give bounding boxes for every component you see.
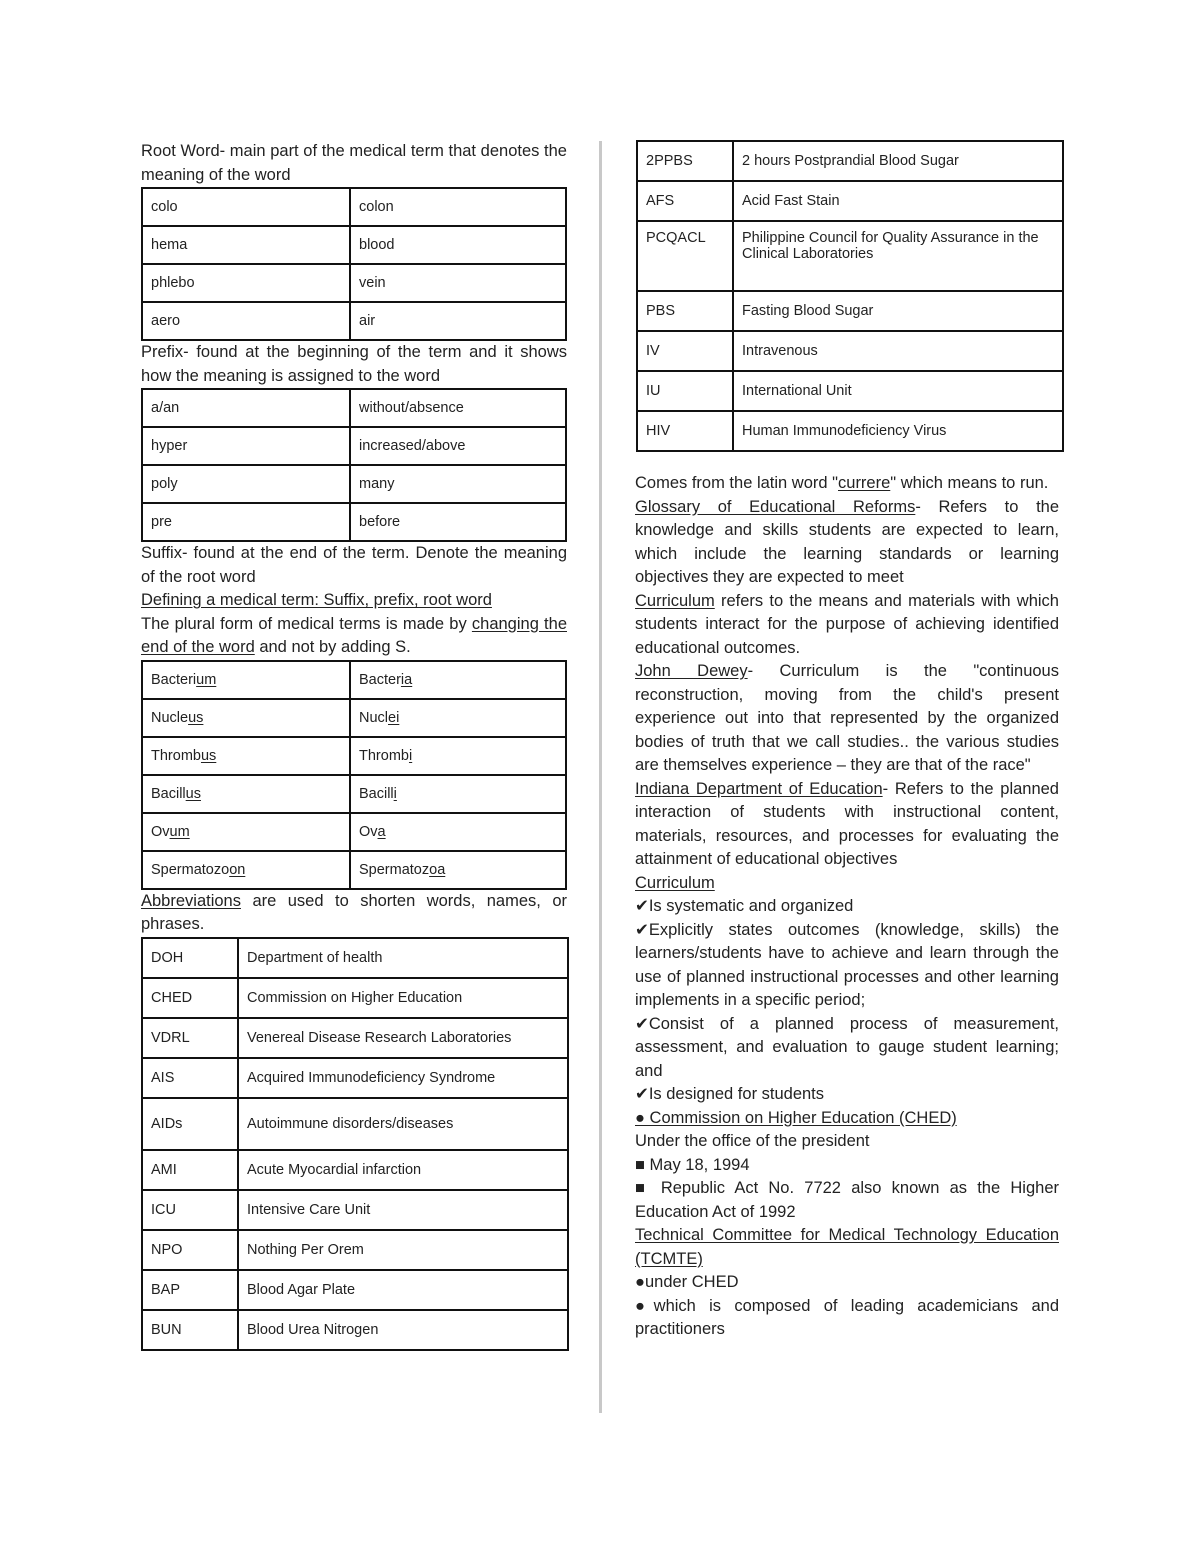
dewey-text: - Curriculum is the "continuous reconstruction, moving from the child's present experience out into that represented by the organized bodies of truth that we call studies.. the various studies are themselves experience – they are that of the race" (635, 662, 1059, 774)
singular-ending: us (185, 785, 201, 802)
root-word-row (142, 226, 566, 264)
prefix-term: pre (142, 503, 350, 541)
right-column (635, 140, 1059, 1342)
plural-ending: ia (400, 671, 413, 688)
plural-form (350, 775, 566, 813)
plural-row (142, 851, 566, 889)
prefix-term: a/an (142, 389, 350, 427)
root-word-term: phlebo (142, 264, 350, 302)
abbreviation-term: ICU (142, 1190, 238, 1230)
abbreviations-intro-text: are used to shorten words, names, or phrases. (141, 891, 567, 933)
left-column (141, 140, 567, 1351)
plural-row (142, 775, 566, 813)
singular-stem: Bacteri (151, 671, 197, 688)
indiana-definition (635, 778, 1059, 872)
singular-ending: um (169, 823, 190, 840)
root-word-term: hema (142, 226, 350, 264)
singular-ending: um (196, 671, 217, 688)
plural-ending: oa (429, 861, 446, 878)
plural-row (142, 737, 566, 775)
singular-form (142, 813, 350, 851)
plural-stem: Nucl (359, 709, 389, 726)
abbreviation-row (142, 1058, 568, 1098)
ched-bullet: ■ Republic Act No. 7722 also known as the Higher Education Act of 1992 (635, 1179, 1059, 1221)
root-word-row (142, 302, 566, 340)
glossary-term: Glossary of Educational Reforms (635, 497, 916, 516)
ched-line: Under the office of the president (635, 1132, 870, 1150)
prefix-row (142, 465, 566, 503)
root-word-table (141, 187, 567, 341)
abbreviation-row (142, 1190, 568, 1230)
prefix-term: poly (142, 465, 350, 503)
plural-row (142, 699, 566, 737)
abbreviation-term: AIS (142, 1058, 238, 1098)
currere-word: currere (838, 474, 891, 492)
ched-heading: ● Commission on Higher Education (CHED) (635, 1108, 957, 1127)
singular-form (142, 661, 350, 699)
plural-form (350, 851, 566, 889)
prefix-row (142, 503, 566, 541)
abbreviation-row (637, 411, 1063, 451)
root-word-meaning: air (350, 302, 566, 340)
plural-stem: Bacill (359, 785, 394, 802)
plural-stem: Bacter (359, 671, 401, 688)
root-word-term: aero (142, 302, 350, 340)
abbreviation-meaning: Department of health (238, 938, 568, 978)
prefix-meaning: without/absence (350, 389, 566, 427)
abbreviation-meaning: Philippine Council for Quality Assurance in the Clinical Laboratories (733, 221, 1063, 291)
curriculum-heading: Curriculum (635, 873, 715, 892)
prefix-term: hyper (142, 427, 350, 465)
prefix-table (141, 388, 567, 542)
singular-form (142, 851, 350, 889)
abbreviation-term: NPO (142, 1230, 238, 1270)
abbreviation-meaning: Human Immunodeficiency Virus (733, 411, 1063, 451)
abbreviation-term: HIV (637, 411, 733, 451)
currere-text-start: Comes from the latin word " (635, 474, 839, 492)
abbreviation-row (142, 1018, 568, 1058)
plural-rule (141, 613, 567, 660)
plural-ending: ei (388, 709, 400, 726)
abbreviation-row (637, 221, 1063, 291)
indiana-term: Indiana Department of Education (635, 779, 883, 798)
singular-form (142, 775, 350, 813)
tcmte-heading: Technical Committee for Medical Technology Education (TCMTE) (635, 1226, 1059, 1268)
abbreviation-term: BAP (142, 1270, 238, 1310)
singular-ending: us (200, 747, 217, 764)
plural-form (350, 699, 566, 737)
abbreviation-meaning: Blood Agar Plate (238, 1270, 568, 1310)
plural-rule-text-end: and not by adding S. (254, 638, 411, 656)
plural-ending: a (377, 823, 386, 840)
abbreviation-term: DOH (142, 938, 238, 978)
plural-stem: Ov (359, 823, 378, 840)
root-word-row (142, 264, 566, 302)
abbreviation-term: VDRL (142, 1018, 238, 1058)
abbreviation-meaning: Blood Urea Nitrogen (238, 1310, 568, 1350)
abbreviation-term: AMI (142, 1150, 238, 1190)
plural-rule-underlined: changing the end of the word (141, 614, 567, 656)
plural-form (350, 737, 566, 775)
defining-medical-term: Defining a medical term: Suffix, prefix, root word (141, 591, 492, 609)
root-word-row (142, 188, 566, 226)
checklist-item: ✔Is designed for students (635, 1085, 825, 1103)
prefix-row (142, 389, 566, 427)
abbreviation-table-left (141, 937, 569, 1351)
abbreviation-meaning: Intravenous (733, 331, 1063, 371)
column-divider (599, 141, 602, 1413)
abbreviation-row (637, 291, 1063, 331)
plural-ending: i (408, 747, 413, 764)
abbreviation-term: BUN (142, 1310, 238, 1350)
root-word-meaning: vein (350, 264, 566, 302)
root-word-definition: Root Word- main part of the medical term that denotes the meaning of the word (141, 142, 567, 184)
tcmte-bullets (635, 1271, 1059, 1342)
abbreviation-term: 2PPBS (637, 141, 733, 181)
abbreviation-row (142, 1310, 568, 1350)
dewey-definition (635, 660, 1059, 778)
singular-stem: Bacill (151, 785, 186, 802)
plural-stem: Spermatoz (359, 861, 430, 878)
curriculum-term: Curriculum (635, 591, 715, 610)
plural-form (350, 813, 566, 851)
abbreviation-term: PCQACL (637, 221, 733, 291)
plural-stem: Thromb (359, 747, 409, 764)
abbreviation-term: CHED (142, 978, 238, 1018)
abbreviation-row (637, 141, 1063, 181)
prefix-meaning: increased/above (350, 427, 566, 465)
checklist-item: ✔Explicitly states outcomes (knowledge, skills) the learners/students have to achieve and learn through the use of planned instructional processes and other learning implements in a specific period; (635, 920, 1059, 1009)
dewey-term: John Dewey (635, 662, 748, 680)
prefix-definition: Prefix- found at the beginning of the term and it shows how the meaning is assigned to the word (141, 343, 567, 385)
abbreviation-meaning: Autoimmune disorders/diseases (238, 1098, 568, 1150)
abbreviation-meaning: Acid Fast Stain (733, 181, 1063, 221)
plural-ending: i (393, 785, 397, 802)
currere-text (635, 472, 1059, 496)
singular-form (142, 737, 350, 775)
singular-stem: Spermatozo (151, 861, 230, 878)
glossary-definition (635, 496, 1059, 590)
abbreviation-meaning: Intensive Care Unit (238, 1190, 568, 1230)
plural-form (350, 661, 566, 699)
indiana-text: - Refers to the planned interaction of students with instructional content, materials, resources, and processes for evaluating the attainment of educational objectives (635, 779, 1059, 868)
currere-text-end: " which means to run. (890, 474, 1049, 492)
checklist-item: ✔Is systematic and organized (635, 897, 854, 915)
abbreviation-row (142, 1098, 568, 1150)
plural-row (142, 813, 566, 851)
abbreviation-row (142, 1150, 568, 1190)
plural-table (141, 660, 567, 890)
abbreviation-meaning: Nothing Per Orem (238, 1230, 568, 1270)
abbreviation-row (637, 331, 1063, 371)
curriculum-definition (635, 590, 1059, 661)
singular-ending: on (229, 861, 246, 878)
abbreviation-row (637, 371, 1063, 411)
abbreviation-term: PBS (637, 291, 733, 331)
root-word-meaning: blood (350, 226, 566, 264)
singular-form (142, 699, 350, 737)
root-word-meaning: colon (350, 188, 566, 226)
tcmte-bullet: ●which is composed of leading academicians and practitioners (635, 1296, 1059, 1338)
abbreviation-meaning: Fasting Blood Sugar (733, 291, 1063, 331)
curriculum-checklist (635, 895, 1059, 1107)
prefix-meaning: before (350, 503, 566, 541)
abbreviation-meaning: Acute Myocardial infarction (238, 1150, 568, 1190)
root-word-term: colo (142, 188, 350, 226)
abbreviation-meaning: Acquired Immunodeficiency Syndrome (238, 1058, 568, 1098)
glossary-text: - Refers to the knowledge and skills students are expected to learn, which include the learning standards or learning objectives they are expected to meet (635, 497, 1060, 586)
abbreviations-intro (141, 890, 567, 937)
abbreviation-table-right (636, 140, 1064, 452)
abbreviation-term: AFS (637, 181, 733, 221)
ched-bullet: ■ May 18, 1994 (635, 1155, 750, 1174)
abbreviation-term: IU (637, 371, 733, 411)
abbreviation-row (142, 1270, 568, 1310)
singular-stem: Thromb (151, 747, 201, 764)
suffix-definition: Suffix- found at the end of the term. Denote the meaning of the root word (141, 544, 567, 586)
abbreviation-row (142, 1230, 568, 1270)
abbreviation-meaning: Venereal Disease Research Laboratories (238, 1018, 568, 1058)
checklist-item: ✔Consist of a planned process of measurement, assessment, and evaluation to gauge student learning; and (635, 1014, 1059, 1080)
abbreviation-row (142, 978, 568, 1018)
plural-row (142, 661, 566, 699)
singular-ending: us (188, 709, 204, 726)
plural-rule-text: The plural form of medical terms is made by (141, 614, 472, 633)
curriculum-text: refers to the means and materials with which students interact for the purpose of achieving identified educational outcomes. (635, 591, 1059, 657)
abbreviations-word: Abbreviations (141, 891, 241, 910)
prefix-row (142, 427, 566, 465)
prefix-meaning: many (350, 465, 566, 503)
abbreviation-term: AIDs (142, 1098, 238, 1150)
abbreviation-meaning: International Unit (733, 371, 1063, 411)
ched-bullets (635, 1154, 1059, 1225)
singular-stem: Nucle (151, 709, 189, 726)
tcmte-bullet: ●under CHED (635, 1273, 739, 1291)
abbreviation-row (142, 938, 568, 978)
abbreviation-meaning: 2 hours Postprandial Blood Sugar (733, 141, 1063, 181)
abbreviation-term: IV (637, 331, 733, 371)
singular-stem: Ov (151, 823, 170, 840)
abbreviation-row (637, 181, 1063, 221)
abbreviation-meaning: Commission on Higher Education (238, 978, 568, 1018)
